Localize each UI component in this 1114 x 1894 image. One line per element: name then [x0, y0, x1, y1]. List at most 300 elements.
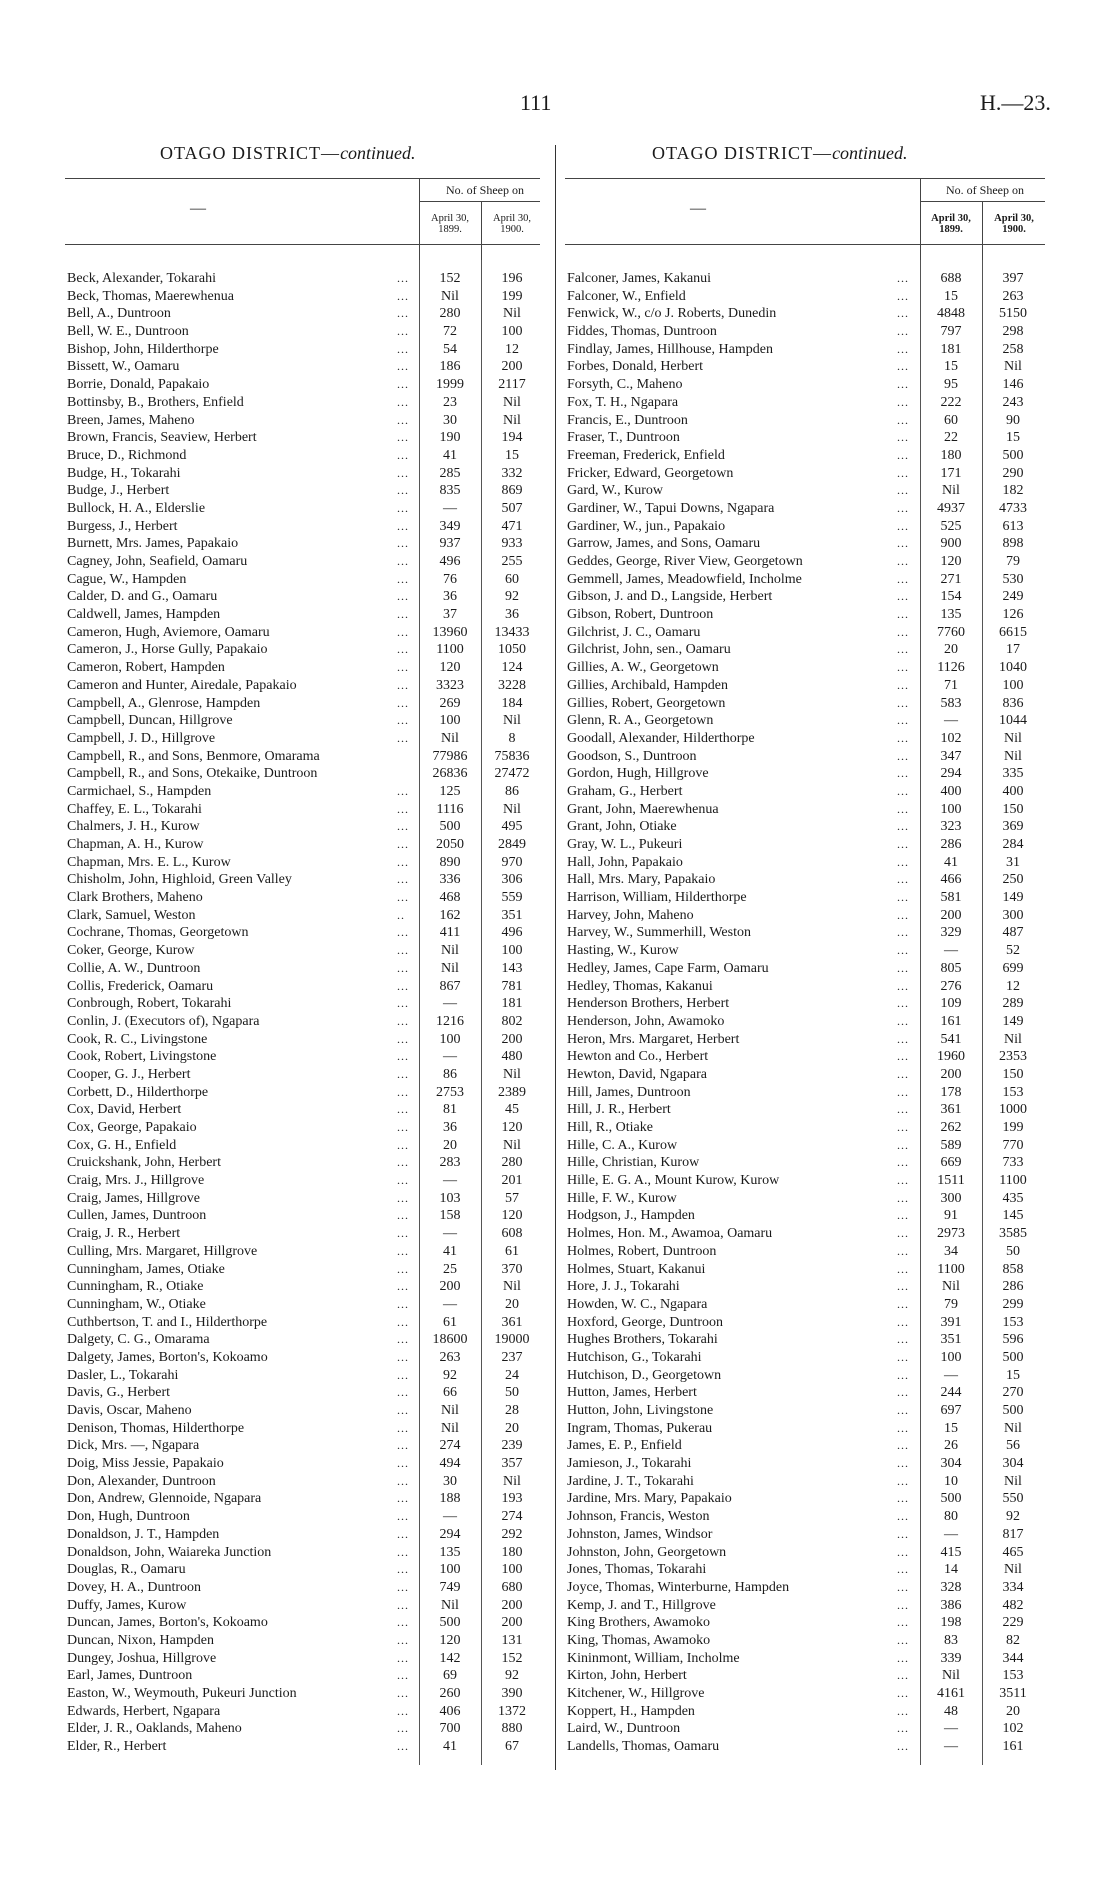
- owner-name: Hore, J. J., Tokarahi: [567, 1279, 680, 1295]
- owner-name: Duffy, James, Kurow: [67, 1597, 187, 1613]
- left-table-row: [67, 1154, 542, 1172]
- leader-dots: ...: [397, 660, 409, 675]
- leader-dots: ...: [397, 1279, 409, 1294]
- right-header-rule: [565, 178, 1045, 179]
- sheep-1899: Nil: [441, 1403, 459, 1418]
- sheep-1900: 471: [501, 518, 523, 534]
- sheep-1900: 880: [501, 1721, 523, 1737]
- sheep-1899: 30: [443, 1473, 457, 1489]
- right-col2-line1: April 30,: [994, 213, 1034, 224]
- right-table-row: [567, 394, 1045, 412]
- sheep-1900: 200: [501, 1597, 523, 1613]
- sheep-1900: 299: [1002, 1296, 1024, 1312]
- owner-name: Fenwick, W., c/o J. Roberts, Dunedin: [567, 306, 777, 322]
- sheep-1900: 802: [501, 1013, 523, 1029]
- sheep-1900: 270: [1002, 1385, 1024, 1401]
- owner-name: Craig, James, Hillgrove: [67, 1190, 200, 1206]
- left-table-row: [67, 1473, 542, 1491]
- sheep-1900: 335: [1002, 766, 1024, 782]
- leader-dots: ...: [397, 306, 409, 321]
- left-table-row: [67, 376, 542, 394]
- owner-name: Craig, Mrs. J., Hillgrove: [67, 1173, 205, 1189]
- sheep-1900: 596: [1002, 1332, 1024, 1348]
- sheep-1899: 500: [940, 1491, 962, 1507]
- leader-dots: ...: [897, 430, 909, 445]
- sheep-1899: —: [944, 943, 958, 959]
- leader-dots: ...: [397, 1562, 409, 1577]
- owner-name: Gemmell, James, Meadowfield, Incholme: [567, 571, 802, 587]
- sheep-1900: 435: [1002, 1190, 1024, 1206]
- right-table-row: [567, 748, 1045, 766]
- sheep-1899: 92: [443, 1367, 457, 1383]
- owner-name: Hille, E. G. A., Mount Kurow, Kurow: [567, 1173, 780, 1189]
- left-table-row: [67, 1597, 542, 1615]
- sheep-1899: 26836: [432, 766, 468, 782]
- leader-dots: ...: [897, 996, 909, 1011]
- right-table-row: [567, 412, 1045, 430]
- owner-name: Jamieson, J., Tokarahi: [567, 1456, 692, 1472]
- sheep-1899: 2973: [937, 1226, 965, 1242]
- left-table-row: [67, 1101, 542, 1119]
- sheep-1900: 126: [1002, 607, 1024, 623]
- right-table-row: [567, 288, 1045, 306]
- leader-dots: ...: [397, 677, 409, 692]
- owner-name: Graham, G., Herbert: [567, 783, 683, 799]
- leader-dots: ...: [897, 271, 909, 285]
- sheep-1899: 76: [443, 571, 457, 587]
- left-table-row: [67, 1685, 542, 1703]
- left-table-row: [67, 1066, 542, 1084]
- sheep-1899: —: [443, 996, 457, 1012]
- right-table-row: [567, 1172, 1045, 1190]
- sheep-1900: Nil: [503, 306, 521, 322]
- left-table-row: [67, 412, 542, 430]
- sheep-1899: 411: [439, 925, 461, 941]
- leader-dots: ...: [397, 1066, 409, 1081]
- leader-dots: ...: [897, 607, 909, 622]
- sheep-1899: 162: [439, 907, 461, 923]
- leader-dots: ...: [897, 1208, 909, 1223]
- sheep-1899: 34: [944, 1243, 958, 1259]
- leader-dots: ...: [897, 571, 909, 586]
- right-table-row: [567, 1473, 1045, 1491]
- leader-dots: ...: [897, 1296, 909, 1311]
- owner-name: Cagney, John, Seafield, Oamaru: [67, 554, 248, 569]
- sheep-1900: 100: [501, 943, 523, 959]
- right-table-row: [567, 942, 1045, 960]
- sheep-1899: 100: [439, 1031, 461, 1047]
- sheep-1900: 397: [1002, 271, 1024, 286]
- owner-name: Cunningham, James, Otiake: [67, 1261, 225, 1277]
- owner-name: Cooper, G. J., Herbert: [67, 1066, 191, 1082]
- leader-dots: ...: [897, 730, 909, 745]
- leader-dots: ...: [397, 377, 409, 392]
- sheep-1900: 507: [501, 500, 523, 516]
- leader-dots: ...: [397, 1296, 409, 1311]
- leader-dots: ...: [897, 536, 909, 551]
- owner-name: Collis, Frederick, Oamaru: [67, 978, 214, 994]
- owner-name: Cunningham, W., Otiake: [67, 1296, 206, 1312]
- owner-name: Duncan, James, Borton's, Kokoamo: [67, 1615, 268, 1631]
- right-table-row: [567, 801, 1045, 819]
- leader-dots: ...: [397, 1579, 409, 1594]
- sheep-1899: 669: [940, 1155, 962, 1171]
- sheep-1900: 1040: [999, 660, 1027, 676]
- leader-dots: ...: [397, 1049, 409, 1064]
- owner-name: Kitchener, W., Hillgrove: [567, 1686, 705, 1701]
- sheep-1900: 102: [1002, 1721, 1024, 1737]
- right-table-row: [567, 1420, 1045, 1438]
- left-sheep-header: No. of Sheep on: [446, 183, 524, 197]
- sheep-1900: 357: [501, 1456, 523, 1472]
- owner-name: Holmes, Robert, Duntroon: [567, 1243, 717, 1259]
- sheep-1899: 100: [940, 1349, 962, 1365]
- sheep-1900: 15: [1006, 430, 1020, 446]
- sheep-1899: 1960: [937, 1049, 965, 1065]
- leader-dots: ...: [397, 1403, 409, 1417]
- sheep-1900: 370: [501, 1261, 523, 1277]
- leader-dots: ...: [897, 589, 909, 604]
- owner-name: Chapman, A. H., Kurow: [67, 837, 204, 852]
- right-header-vline: [920, 178, 921, 260]
- owner-name: Cox, David, Herbert: [67, 1102, 182, 1118]
- right-table-row: [567, 1137, 1045, 1155]
- sheep-1900: 100: [501, 324, 523, 340]
- owner-name: Glenn, R. A., Georgetown: [567, 713, 714, 729]
- owner-name: Cook, Robert, Livingstone: [67, 1049, 217, 1065]
- right-table-row: [567, 1031, 1045, 1049]
- leader-dots: ...: [397, 713, 409, 728]
- leader-dots: ...: [397, 1491, 409, 1506]
- leader-dots: ...: [897, 872, 909, 887]
- owner-name: Breen, James, Maheno: [67, 412, 195, 428]
- sheep-1900: 239: [501, 1438, 523, 1454]
- owner-name: Craig, J. R., Herbert: [67, 1226, 181, 1242]
- leader-dots: ...: [397, 624, 409, 639]
- sheep-1900: 153: [1002, 1314, 1024, 1330]
- owner-name: Freeman, Frederick, Enfield: [567, 447, 725, 463]
- sheep-1900: 255: [501, 554, 523, 569]
- sheep-1900: 90: [1006, 412, 1020, 428]
- right-table-row: [567, 1048, 1045, 1066]
- right-col1-line1: April 30,: [931, 213, 971, 224]
- owner-name: Joyce, Thomas, Winterburne, Hampden: [567, 1579, 790, 1595]
- sheep-1899: 48: [944, 1703, 958, 1719]
- left-table-row: [67, 588, 542, 606]
- sheep-1899: 500: [439, 1615, 461, 1631]
- left-table-row: [67, 500, 542, 518]
- sheep-1900: Nil: [503, 1066, 521, 1082]
- leader-dots: ...: [397, 1721, 409, 1736]
- sheep-1899: 95: [944, 377, 958, 393]
- sheep-1900: 243: [1002, 394, 1024, 410]
- owner-name: Brown, Francis, Seaview, Herbert: [67, 430, 257, 446]
- owner-name: Kininmont, William, Incholme: [567, 1650, 740, 1666]
- leader-dots: ...: [397, 536, 409, 551]
- left-table-row: [67, 1561, 542, 1579]
- sheep-1900: 500: [1002, 1403, 1024, 1418]
- sheep-1900: 50: [505, 1385, 519, 1401]
- sheep-1900: Nil: [503, 801, 521, 817]
- owner-name: Landells, Thomas, Oamaru: [567, 1739, 720, 1755]
- right-table-row: [567, 1278, 1045, 1296]
- leader-dots: ...: [397, 359, 409, 374]
- sheep-1899: 15: [944, 288, 958, 304]
- owner-name: Johnston, James, Windsor: [567, 1526, 713, 1542]
- right-col1-line2: 1899.: [939, 224, 963, 235]
- right-table-row: [567, 500, 1045, 518]
- sheep-1900: 8: [508, 730, 516, 746]
- sheep-1899: 286: [940, 837, 962, 852]
- sheep-1900: 120: [501, 1208, 523, 1224]
- left-table-row: [67, 995, 542, 1013]
- left-table-row: [67, 1349, 542, 1367]
- sheep-1900: 1100: [999, 1173, 1027, 1189]
- sheep-1900: 82: [1006, 1632, 1020, 1648]
- left-col2-line2: 1900.: [500, 224, 524, 235]
- owner-name: Burgess, J., Herbert: [67, 518, 178, 534]
- leader-dots: ...: [897, 1597, 909, 1612]
- owner-name: Gilchrist, J. C., Oamaru: [567, 624, 701, 640]
- leader-dots: ...: [397, 500, 409, 515]
- sheep-1900: 306: [501, 872, 523, 888]
- leader-dots: ...: [897, 1066, 909, 1081]
- owner-name: Bishop, John, Hilderthorpe: [67, 341, 219, 357]
- leader-dots: ...: [897, 783, 909, 798]
- leader-dots: ...: [897, 394, 909, 409]
- owner-name: Hewton, David, Ngapara: [567, 1066, 707, 1082]
- sheep-1900: 92: [505, 1668, 519, 1684]
- sheep-1900: 3511: [999, 1686, 1027, 1701]
- leader-dots: ...: [897, 1703, 909, 1718]
- sheep-1899: 581: [940, 890, 962, 906]
- sheep-1900: 60: [505, 571, 519, 587]
- owner-name: Cameron and Hunter, Airedale, Papakaio: [67, 677, 297, 693]
- owner-name: Coker, George, Kurow: [67, 943, 195, 959]
- owner-name: Harvey, John, Maheno: [567, 907, 694, 923]
- sheep-1900: 2353: [999, 1049, 1027, 1065]
- sheep-1899: 525: [940, 518, 962, 534]
- owner-name: Grant, John, Maerewhenua: [567, 801, 719, 817]
- sheep-1900: 733: [1002, 1155, 1024, 1171]
- leader-dots: ...: [897, 1686, 909, 1700]
- sheep-1899: 1100: [937, 1261, 965, 1277]
- owner-name: Hutchison, G., Tokarahi: [567, 1349, 702, 1365]
- sheep-1900: 817: [1002, 1526, 1024, 1542]
- left-title-continued: continued.: [340, 143, 416, 163]
- sheep-1900: 237: [501, 1349, 523, 1365]
- owner-name: Hille, Christian, Kurow: [567, 1155, 700, 1171]
- owner-name: Forsyth, C., Maheno: [567, 377, 683, 393]
- right-table-row: [567, 1455, 1045, 1473]
- right-table-row: [567, 1561, 1045, 1579]
- sheep-1900: 52: [1006, 943, 1020, 959]
- left-table-row: [67, 1490, 542, 1508]
- sheep-1899: Nil: [942, 483, 960, 499]
- sheep-1900: 2117: [498, 377, 526, 393]
- leader-dots: ...: [897, 412, 909, 427]
- sheep-1900: 680: [501, 1579, 523, 1595]
- sheep-1900: 131: [501, 1632, 523, 1648]
- owner-name: Gibson, J. and D., Langside, Herbert: [567, 589, 773, 605]
- leader-dots: ...: [897, 1420, 909, 1435]
- sheep-1899: 103: [439, 1190, 461, 1206]
- sheep-1900: 858: [1002, 1261, 1024, 1277]
- sheep-1900: 31: [1006, 854, 1020, 870]
- sheep-1899: 494: [439, 1456, 461, 1472]
- sheep-1900: 199: [1002, 1120, 1024, 1135]
- right-table-row: [567, 659, 1045, 677]
- sheep-1900: 970: [501, 854, 523, 870]
- leader-dots: ...: [397, 412, 409, 427]
- sheep-1899: Nil: [441, 1597, 459, 1613]
- right-table-row: [567, 447, 1045, 465]
- sheep-1900: 180: [501, 1544, 523, 1560]
- right-table-row: [567, 1367, 1045, 1385]
- left-subheader-vline: [481, 201, 482, 260]
- leader-dots: ...: [397, 1261, 409, 1276]
- owner-name: Hutchison, D., Georgetown: [567, 1367, 722, 1383]
- leader-dots: ...: [897, 324, 909, 339]
- sheep-1900: 836: [1002, 695, 1024, 711]
- right-table-row: [567, 1190, 1045, 1208]
- sheep-1899: 41: [443, 447, 457, 463]
- owner-name: Caldwell, James, Hampden: [67, 607, 221, 623]
- owner-name: Garrow, James, and Sons, Oamaru: [567, 536, 761, 552]
- right-col1-header: [922, 213, 980, 235]
- owner-name: Chaffey, E. L., Tokarahi: [67, 801, 202, 817]
- owner-name: Hedley, James, Cape Farm, Oamaru: [567, 960, 769, 976]
- owner-name: Budge, J., Herbert: [67, 483, 170, 499]
- right-table-row: [567, 1490, 1045, 1508]
- left-table-row: [67, 1084, 542, 1102]
- sheep-1899: 22: [944, 430, 958, 446]
- sheep-1899: 61: [443, 1314, 457, 1330]
- owner-name: Hedley, Thomas, Kakanui: [567, 978, 713, 994]
- left-table-row: [67, 358, 542, 376]
- sheep-1899: 749: [439, 1579, 461, 1595]
- left-col1-line2: 1899.: [438, 224, 462, 235]
- left-column-title: [160, 143, 416, 164]
- owner-name: Hutton, John, Livingstone: [567, 1403, 714, 1418]
- sheep-1900: 20: [505, 1296, 519, 1312]
- sheep-1899: Nil: [441, 730, 459, 746]
- leader-dots: ...: [397, 1385, 409, 1400]
- right-table-row: [567, 677, 1045, 695]
- sheep-1900: Nil: [1004, 359, 1022, 375]
- owner-name: Bruce, D., Richmond: [67, 447, 187, 463]
- left-table-row: [67, 1261, 542, 1279]
- owner-name: Henderson Brothers, Herbert: [567, 996, 730, 1012]
- leader-dots: ...: [397, 324, 409, 339]
- leader-dots: ...: [397, 837, 409, 851]
- right-table-row: [567, 1720, 1045, 1738]
- left-table-row: [67, 1278, 542, 1296]
- left-table-row: [67, 518, 542, 536]
- sheep-1899: 80: [944, 1509, 958, 1525]
- sheep-1900: 28: [505, 1403, 519, 1418]
- left-table-row: [67, 818, 542, 836]
- sheep-1900: 79: [1006, 554, 1020, 569]
- right-table-row: [567, 482, 1045, 500]
- leader-dots: ...: [397, 943, 409, 958]
- leader-dots: ...: [397, 925, 409, 940]
- sheep-1900: 300: [1002, 907, 1024, 923]
- left-table-row: [67, 1455, 542, 1473]
- sheep-1900: 869: [501, 483, 523, 499]
- leader-dots: ...: [397, 271, 409, 285]
- leader-dots: ...: [897, 1084, 909, 1099]
- sheep-1900: 781: [501, 978, 523, 994]
- right-table-row: [567, 1597, 1045, 1615]
- right-table-row: [567, 358, 1045, 376]
- owner-name: Douglas, R., Oamaru: [67, 1562, 186, 1578]
- sheep-1900: 75836: [494, 748, 530, 764]
- sheep-1899: —: [443, 500, 457, 516]
- owner-name: Koppert, H., Hampden: [567, 1703, 695, 1719]
- sheep-1900: 181: [501, 996, 523, 1012]
- sheep-1900: 289: [1002, 996, 1024, 1012]
- owner-name: Hill, James, Duntroon: [567, 1084, 691, 1100]
- sheep-1900: Nil: [503, 1137, 521, 1153]
- right-table-row: [567, 1314, 1045, 1332]
- sheep-1900: 1000: [999, 1102, 1027, 1118]
- owner-name: Ingram, Thomas, Pukerau: [567, 1420, 713, 1436]
- right-table-row: [567, 978, 1045, 996]
- sheep-1900: 200: [501, 1615, 523, 1631]
- sheep-1899: 135: [940, 607, 962, 623]
- leader-dots: ...: [897, 943, 909, 958]
- sheep-1899: 805: [940, 960, 962, 976]
- sheep-1900: Nil: [1004, 1473, 1022, 1489]
- owner-name: Kemp, J. and T., Hillgrove: [567, 1597, 716, 1613]
- sheep-1900: Nil: [1004, 748, 1022, 764]
- leader-dots: ...: [397, 819, 409, 834]
- sheep-1899: 125: [439, 783, 461, 799]
- leader-dots: ...: [397, 1668, 409, 1683]
- left-table-row: [67, 1738, 542, 1756]
- sheep-1899: —: [443, 1173, 457, 1189]
- right-table-row: [567, 1508, 1045, 1526]
- owner-name: Clark Brothers, Maheno: [67, 890, 203, 906]
- leader-dots: ...: [397, 394, 409, 409]
- owner-name: Goodall, Alexander, Hilderthorpe: [567, 730, 755, 746]
- sheep-1900: 149: [1002, 890, 1024, 906]
- sheep-1899: 867: [439, 978, 461, 994]
- left-table-row: [67, 1667, 542, 1685]
- leader-dots: ...: [897, 1120, 909, 1134]
- sheep-1899: 1116: [436, 801, 464, 817]
- left-table-row: [67, 305, 542, 323]
- sheep-1900: 274: [501, 1509, 523, 1525]
- sheep-1899: 700: [439, 1721, 461, 1737]
- owner-name: Cameron, Robert, Hampden: [67, 660, 225, 676]
- right-table-row: [567, 924, 1045, 942]
- leader-dots: ...: [397, 996, 409, 1011]
- owner-name: Harrison, William, Hilderthorpe: [567, 890, 747, 906]
- owner-name: Hall, John, Papakaio: [567, 854, 683, 870]
- left-table-row: [67, 1296, 542, 1314]
- leader-dots: ...: [897, 854, 909, 869]
- owner-name: Falconer, W., Enfield: [567, 288, 686, 304]
- owner-name: Cameron, J., Horse Gully, Papakaio: [67, 642, 268, 658]
- right-table-row: [567, 376, 1045, 394]
- sheep-1900: 194: [501, 430, 523, 446]
- sheep-1899: 541: [940, 1031, 962, 1047]
- sheep-1899: 161: [940, 1013, 962, 1029]
- sheep-1900: 92: [1006, 1509, 1020, 1525]
- right-table-row: [567, 1225, 1045, 1243]
